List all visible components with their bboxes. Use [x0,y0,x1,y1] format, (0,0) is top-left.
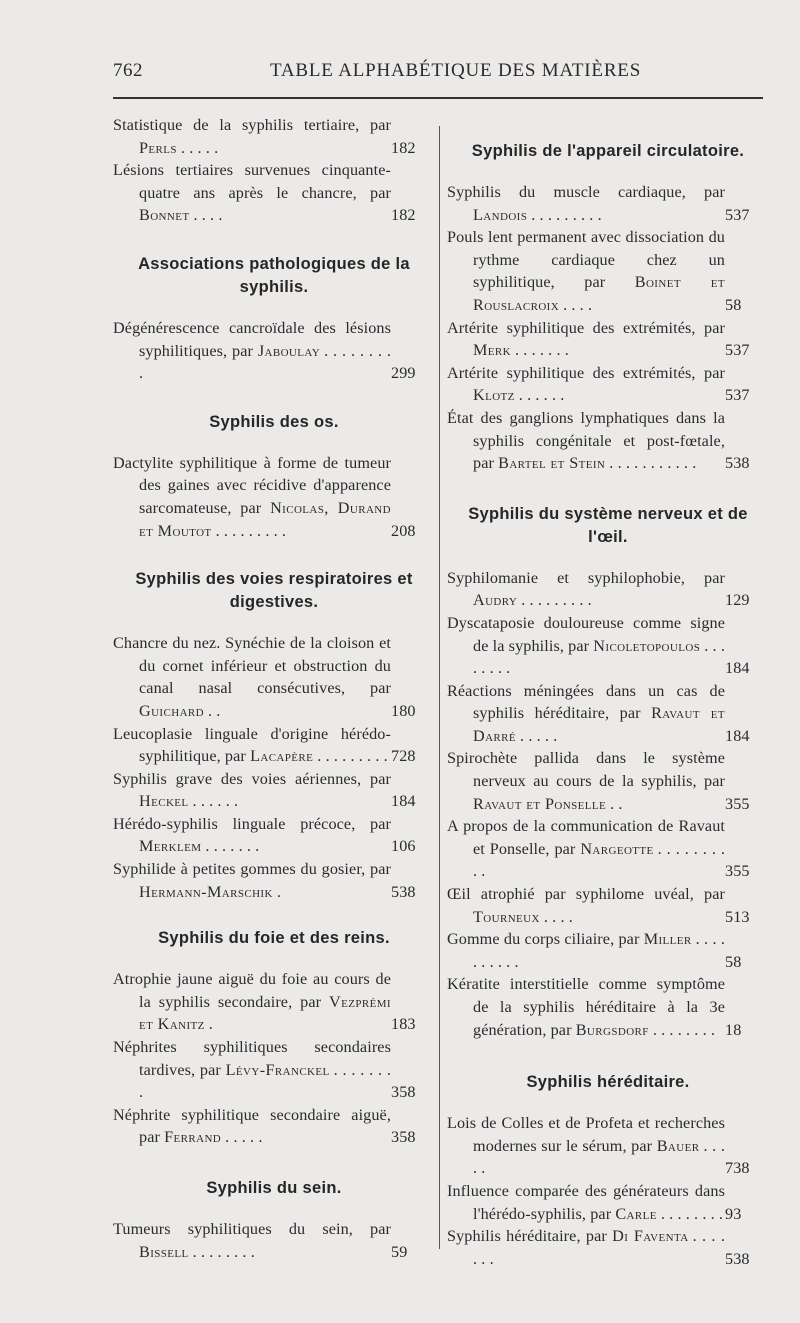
page-header [0,52,800,92]
entry-title: Syphilis du muscle cardiaque, par [447,183,725,201]
entry-page-number: 358 [391,1128,416,1147]
entry-text [113,452,435,542]
entry-page-number: 537 [725,386,750,405]
entry-author: Tourneux [473,907,540,926]
entry-author: Miller [643,930,692,949]
leader-dots: . . . . . . . . [660,1204,724,1223]
entry-page-number: 538 [725,1249,750,1268]
index-entry [113,813,435,858]
entry-page-number: 728 [391,747,416,766]
entry-title: Syphilis grave des voies aériennes, par [113,769,391,788]
index-entry [447,747,769,815]
index-entry [113,1218,435,1263]
entry-author: Klotz [473,386,515,405]
entry-text [447,680,769,748]
entry-author: Bonnet [139,206,190,225]
entry-text [113,317,435,385]
entry-title: Artérite syphilitique des extrémités, par [447,318,725,337]
entry-author: Heckel [139,792,189,811]
index-entry [113,114,435,159]
index-entry [447,928,769,973]
entry-author: Bartel et Stein [498,454,606,473]
entry-title: Œil atrophié par syphilome uvéal, par [447,885,725,904]
entry-author: Perls [139,138,177,157]
entry-page-number: 537 [725,341,750,360]
index-entry [447,362,769,407]
entry-text [447,747,769,815]
entry-page-number: 106 [391,837,416,856]
leader-dots: . . . . [543,907,573,926]
entry-title: Statistique de la syphilis tertiaire, par [113,116,391,134]
index-entry [113,1036,435,1104]
leader-dots: . . . . . [473,1136,726,1178]
leader-dots: . . . . . . [192,792,239,811]
entry-page-number: 58 [725,295,742,314]
entry-page-number: 513 [725,907,750,926]
entry-title: Réactions méningées dans un cas de syphilis héréditaire, par [447,681,725,723]
section-heading: Syphilis du système nerveux et de l'œil. [468,504,748,546]
running-title: TABLE ALPHABÉTIQUE DES MATIÈRES [270,60,642,81]
leader-dots: . . . . . [520,726,558,745]
entry-author: Burgsdorf [575,1020,649,1039]
entry-text [447,226,769,316]
entry-author: Nicoletopoulos [593,636,701,655]
leader-dots: . . . . [563,295,593,314]
index-entry [447,226,769,316]
entry-text [447,883,769,928]
index-entry [447,883,769,928]
entry-title: Influence comparée des générateurs dans l'hérédo-syphilis, par [447,1181,725,1223]
entry-title: Spirochète pallida dans le système nerveux au cours de la syphilis, par [447,749,725,791]
entry-author: Ravaut et Darré [473,704,726,745]
entry-text [113,723,435,768]
index-entry [447,973,769,1041]
entry-text [447,1112,769,1180]
entry-title: Kératite interstitielle comme symptôme de la syphilis héréditaire à la 3e génération, par [447,975,725,1039]
leader-dots: . . . . [193,206,223,225]
entry-author: Boinet et Rouslacroix [473,273,725,314]
section-heading: Syphilis des os. [209,412,339,431]
leader-dots: . . . . . . . . . [531,205,602,224]
entry-author: Vezprémi et Kanitz [139,992,391,1034]
entry-page-number: 93 [725,1204,742,1223]
entry-text [113,768,435,813]
index-entry [113,968,435,1036]
entry-text [447,612,769,680]
entry-page-number: 182 [391,138,416,157]
entry-text [447,1225,769,1270]
entry-title: Atrophie jaune aiguë du foie au cours de la syphilis secondaire, par [113,970,391,1011]
leader-dots: . . [610,794,623,813]
section-heading: Syphilis du sein. [206,1179,342,1197]
entry-text [447,362,769,407]
entry-title: Artérite syphilitique des extrémités, par [447,363,725,382]
entry-page-number: 538 [725,454,750,473]
entry-title: Chancre du nez. Synéchie de la cloison et du cornet inférieur et obstruction du canal nasal consécutives, par [113,634,391,698]
column-divider [439,126,440,1249]
index-entry [113,632,435,722]
entry-author: Nargeotte [580,839,654,858]
index-entry [447,815,769,883]
right-column [447,126,769,1270]
entry-page-number: 358 [391,1083,416,1102]
entry-text [113,813,435,858]
entry-page-number: 184 [391,792,416,811]
entry-page-number: 738 [725,1159,750,1178]
entry-author: Nicolas, Durand et Moutot [139,498,391,540]
entry-author: Landois [473,205,528,224]
entry-title: Syphilide à petites gommes du gosier, par [113,860,391,879]
section-heading: Syphilis des voies respiratoires et digestives. [135,570,413,612]
entry-page-number: 208 [391,521,416,540]
entry-title: État des ganglions lymphatiques dans la syphilis congénitale et post-fœtale, par [447,408,725,473]
leader-dots: . . . . . . [518,386,565,405]
index-entry [113,317,435,385]
entry-page-number: 299 [391,364,416,383]
index-entry [447,407,769,475]
entry-text [113,114,435,159]
entry-page-number: 355 [725,794,750,813]
header-rule [113,97,763,99]
leader-dots: . [276,882,281,901]
entry-text [447,815,769,883]
entry-text [447,973,769,1041]
index-entry [113,858,435,903]
entry-author: Lévy-Franckel [225,1060,330,1079]
leader-dots: . . . . . . . . . [521,591,592,610]
entry-title: Néphrites syphilitiques secondaires tardives, par [113,1038,391,1079]
entry-author: Merk [473,341,511,360]
entry-text [447,407,769,475]
entry-author: Bissell [139,1242,189,1261]
index-entry [113,768,435,813]
entry-page-number: 538 [391,882,416,901]
index-entry [447,317,769,362]
leader-dots: . . . . . . . . . [317,747,388,766]
entry-title: Lésions tertiaires survenues cinquante-quatre ans après le chancre, par [113,161,391,202]
section-heading: Associations pathologiques de la syphilis. [138,254,410,296]
entry-text [113,968,435,1036]
left-column [113,114,435,1263]
index-entry [447,181,769,226]
entry-title: Dyscataposie douloureuse comme signe de la syphilis, par [447,613,725,655]
leader-dots: . . . . . . . [515,341,569,360]
entry-author: Ravaut et Ponselle [473,794,607,813]
leader-dots: . . . . . . . . . . [473,839,726,881]
entry-text [113,1218,435,1263]
entry-title: Gomme du corps ciliaire, par [447,930,644,949]
entry-page-number: 18 [725,1020,742,1039]
index-entry [447,567,769,612]
index-entry [447,1112,769,1180]
index-entry [447,1225,769,1270]
entry-page-number: 184 [725,659,750,678]
index-entry [113,1104,435,1149]
section-heading: Syphilis héréditaire. [526,1073,690,1092]
entry-text [447,1180,769,1225]
leader-dots: . . . . . . . [205,837,260,856]
entry-text [113,1036,435,1104]
entry-author: Ferrand [164,1128,222,1147]
entry-page-number: 184 [725,726,750,745]
entry-page-number: 182 [391,206,416,225]
entry-text [447,317,769,362]
entry-title: Lois de Colles et de Profeta et recherches modernes sur le sérum, par [447,1114,725,1155]
page-number: 762 [113,60,143,81]
entry-page-number: 183 [391,1015,416,1034]
leader-dots: . . . . . . . . [652,1020,716,1039]
leader-dots: . . . . . . . . [192,1242,255,1261]
entry-title: Dégénérescence cancroïdale des lésions syphilitiques, par [113,318,391,360]
entry-page-number: 58 [725,952,742,971]
entry-title: A propos de la communication de Ravaut et Ponselle, par [447,817,725,858]
entry-author: Lacapère [250,747,314,766]
index-entry [113,452,435,542]
leader-dots: . . [208,701,221,720]
entry-text [113,1104,435,1149]
entry-author: Jaboulay [257,341,321,360]
entry-title: Syphilis héréditaire, par [447,1227,613,1246]
leader-dots: . [208,1015,213,1034]
entry-page-number: 59 [391,1242,408,1261]
entry-text [447,181,769,226]
entry-title: Néphrite syphilitique secondaire aiguë, par [113,1105,391,1147]
index-entry [447,1180,769,1225]
leader-dots: . . . . . [180,138,219,157]
section-heading: Syphilis du foie et des reins. [158,929,390,948]
entry-author: Audry [473,591,518,610]
index-entry [113,723,435,768]
leader-dots: . . . . . . . . . . . [609,454,697,473]
entry-title: Tumeurs syphilitiques du sein, par [113,1220,391,1238]
entry-author: Di Faventa [612,1227,689,1246]
entry-title: Leucoplasie linguale d'origine hérédo-syphilitique, par [113,724,391,766]
entry-page-number: 180 [391,701,416,720]
leader-dots: . . . . . . . . . [139,341,392,383]
entry-page-number: 129 [725,591,750,610]
leader-dots: . . . . . . . . [473,636,725,678]
entry-page-number: 355 [725,862,750,881]
entry-page-number: 537 [725,205,750,224]
entry-text [447,567,769,612]
entry-title: Dactylite syphilitique à forme de tumeur des gaines avec récidive d'apparence sarcomateuse, par [113,453,391,517]
leader-dots: . . . . . . . [473,1227,725,1268]
leader-dots: . . . . . . . . . [215,521,287,540]
index-entry [447,612,769,680]
leader-dots: . . . . . . . . [139,1060,391,1102]
index-entry [447,680,769,748]
leader-dots: . . . . . [225,1128,263,1147]
entry-author: Guichard [139,701,205,720]
entry-text [113,632,435,722]
section-heading: Syphilis de l'appareil circulatoire. [471,142,745,160]
leader-dots: . . . . . . . . . . [473,930,725,971]
entry-title: Syphilomanie et syphilophobie, par [447,568,725,587]
entry-text [113,159,435,227]
entry-text [447,928,769,973]
entry-author: Hermann-Marschik [139,882,273,901]
entry-title: Hérédo-syphilis linguale précoce, par [113,814,391,833]
entry-author: Merklem [139,837,202,856]
entry-title: Pouls lent permanent avec dissociation du rythme cardiaque chez un syphilitique, par [447,228,725,292]
entry-author: Bauer [656,1136,700,1155]
index-entry [113,159,435,227]
entry-text [113,858,435,903]
entry-author: Carle [615,1204,657,1223]
